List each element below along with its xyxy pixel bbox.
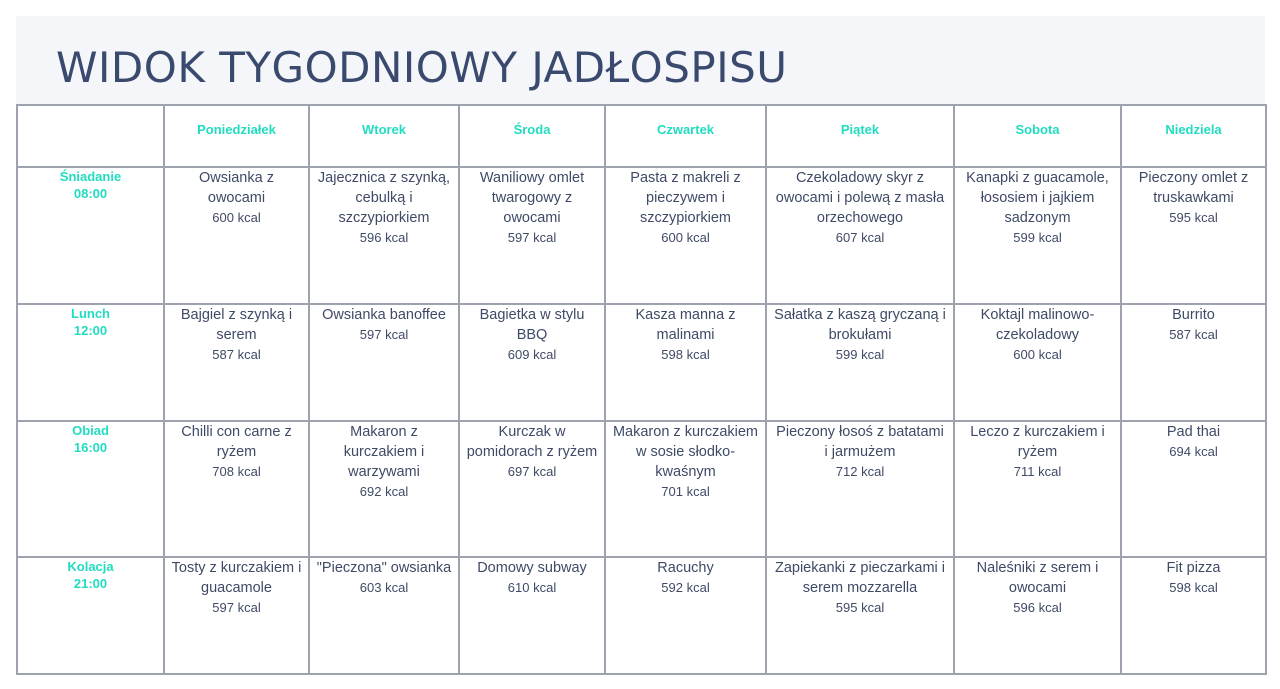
meal-header	[17, 167, 164, 304]
meal-row-dinner	[17, 421, 1266, 557]
meal-kcal: 596 kcal	[1013, 600, 1062, 615]
meal-cell	[954, 304, 1121, 421]
meal-label: Lunch	[71, 306, 110, 321]
meal-kcal: 597 kcal	[507, 230, 557, 245]
meal-label: Obiad	[72, 423, 109, 438]
meal-name: Fit pizza	[1166, 560, 1221, 576]
meal-name: Kurczak w pomidorach z ryżem	[466, 424, 598, 460]
meal-cell	[164, 304, 309, 421]
meal-cell	[459, 421, 605, 557]
meal-kcal: 599 kcal	[1013, 230, 1062, 245]
meal-kcal: 587 kcal	[1169, 327, 1218, 342]
meal-kcal: 600 kcal	[212, 210, 261, 225]
meal-kcal: 596 kcal	[359, 230, 409, 245]
meal-name: Pieczony łosoś z batatami i jarmużem	[776, 424, 944, 460]
meal-name: "Pieczona" owsianka	[316, 560, 452, 576]
meal-row-breakfast	[17, 167, 1266, 304]
day-header	[605, 105, 766, 167]
meal-time: 16:00	[73, 440, 108, 455]
meal-cell	[1121, 421, 1266, 557]
meal-name: Koktajl malinowo-czekoladowy	[980, 307, 1095, 343]
meal-kcal: 600 kcal	[661, 230, 710, 245]
meal-kcal: 701 kcal	[661, 484, 710, 499]
day-label: Czwartek	[656, 122, 715, 137]
meal-cell	[605, 557, 766, 674]
meal-cell	[164, 167, 309, 304]
meal-cell	[954, 167, 1121, 304]
meal-name: Makaron z kurczakiem w sosie słodko-kwaśnym	[612, 424, 759, 480]
meal-kcal: 697 kcal	[507, 464, 557, 479]
meal-cell	[766, 167, 954, 304]
meal-kcal: 597 kcal	[212, 600, 261, 615]
meal-kcal: 587 kcal	[212, 347, 261, 362]
weekly-menu-table	[16, 104, 1267, 675]
meal-kcal: 603 kcal	[359, 580, 409, 595]
meal-cell	[954, 421, 1121, 557]
meal-name: Jajecznica z szynką, cebulką i szczypiorkiem	[317, 170, 451, 226]
meal-kcal: 595 kcal	[835, 600, 885, 615]
meal-cell	[766, 557, 954, 674]
meal-name: Pad thai	[1166, 424, 1221, 440]
meal-cell	[605, 304, 766, 421]
meal-name: Leczo z kurczakiem i ryżem	[970, 424, 1105, 460]
meal-cell	[309, 304, 459, 421]
day-header	[309, 105, 459, 167]
meal-cell	[309, 557, 459, 674]
day-header	[459, 105, 605, 167]
meal-kcal: 595 kcal	[1169, 210, 1218, 225]
meal-name: Racuchy	[657, 560, 714, 576]
meal-kcal: 599 kcal	[835, 347, 885, 362]
meal-name: Owsianka z owocami	[199, 170, 274, 206]
meal-kcal: 600 kcal	[1013, 347, 1062, 362]
meal-time: 08:00	[73, 186, 108, 201]
meal-cell	[766, 304, 954, 421]
meal-name: Naleśniki z serem i owocami	[976, 560, 1099, 596]
meal-kcal: 711 kcal	[1013, 464, 1062, 479]
meal-name: Pasta z makreli z pieczywem i szczypiorkiem	[630, 170, 741, 226]
meal-cell	[309, 421, 459, 557]
meal-name: Chilli con carne z ryżem	[181, 424, 292, 460]
meal-kcal: 597 kcal	[359, 327, 409, 342]
meal-name: Burrito	[1172, 307, 1215, 323]
meal-cell	[1121, 167, 1266, 304]
meal-cell	[459, 304, 605, 421]
meal-header	[17, 557, 164, 674]
meal-label: Kolacja	[67, 559, 114, 574]
meal-name: Zapiekanki z pieczarkami i serem mozzarella	[774, 560, 946, 596]
day-label: Niedziela	[1165, 122, 1222, 137]
meal-kcal: 607 kcal	[835, 230, 885, 245]
meal-cell	[459, 167, 605, 304]
meal-name: Tosty z kurczakiem i guacamole	[171, 560, 302, 596]
meal-cell	[1121, 304, 1266, 421]
day-label: Środa	[513, 122, 551, 137]
meal-name: Kanapki z guacamole, łososiem i jajkiem sadzonym	[966, 170, 1109, 226]
meal-time: 21:00	[73, 576, 108, 591]
meal-name: Owsianka banoffee	[322, 307, 446, 323]
meal-name: Sałatka z kaszą gryczaną i brokułami	[774, 307, 946, 343]
meal-cell	[766, 421, 954, 557]
meal-name: Domowy subway	[477, 560, 587, 576]
page-title: WIDOK TYGODNIOWY JADŁOSPISU	[56, 43, 788, 92]
meal-label: Śniadanie	[59, 169, 122, 184]
meal-kcal: 708 kcal	[212, 464, 261, 479]
day-label: Piątek	[840, 122, 880, 137]
meal-kcal: 592 kcal	[661, 580, 710, 595]
meal-kcal: 712 kcal	[835, 464, 885, 479]
meal-name: Kasza manna z malinami	[635, 307, 736, 343]
day-label: Poniedziałek	[197, 122, 276, 137]
meal-cell	[605, 167, 766, 304]
days-header-row	[17, 105, 1266, 167]
meal-kcal: 598 kcal	[1169, 580, 1218, 595]
day-label: Sobota	[1015, 122, 1060, 137]
meal-cell	[459, 557, 605, 674]
meal-cell	[164, 421, 309, 557]
meal-cell	[164, 557, 309, 674]
day-header	[766, 105, 954, 167]
meal-name: Makaron z kurczakiem i warzywami	[343, 424, 425, 480]
day-header	[1121, 105, 1266, 167]
day-header	[164, 105, 309, 167]
meal-name: Waniliowy omlet twarogowy z owocami	[479, 170, 585, 226]
meal-cell	[309, 167, 459, 304]
meal-name: Czekoladowy skyr z owocami i polewą z masła orzechowego	[775, 170, 945, 226]
meal-header	[17, 304, 164, 421]
meal-kcal: 694 kcal	[1169, 444, 1218, 459]
meal-cell	[954, 557, 1121, 674]
corner-cell	[17, 105, 164, 167]
meal-name: Pieczony omlet z truskawkami	[1138, 170, 1249, 206]
meal-row-lunch	[17, 304, 1266, 421]
meal-cell	[1121, 557, 1266, 674]
meal-cell	[605, 421, 766, 557]
meal-kcal: 609 kcal	[507, 347, 557, 362]
meal-kcal: 610 kcal	[507, 580, 557, 595]
meal-row-supper	[17, 557, 1266, 674]
day-header	[954, 105, 1121, 167]
meal-time: 12:00	[73, 323, 108, 338]
meal-name: Bagietka w stylu BBQ	[479, 307, 585, 343]
day-label: Wtorek	[361, 122, 407, 137]
meal-name: Bajgiel z szynką i serem	[180, 307, 293, 343]
meal-kcal: 692 kcal	[359, 484, 409, 499]
meal-kcal: 598 kcal	[661, 347, 710, 362]
meal-header	[17, 421, 164, 557]
